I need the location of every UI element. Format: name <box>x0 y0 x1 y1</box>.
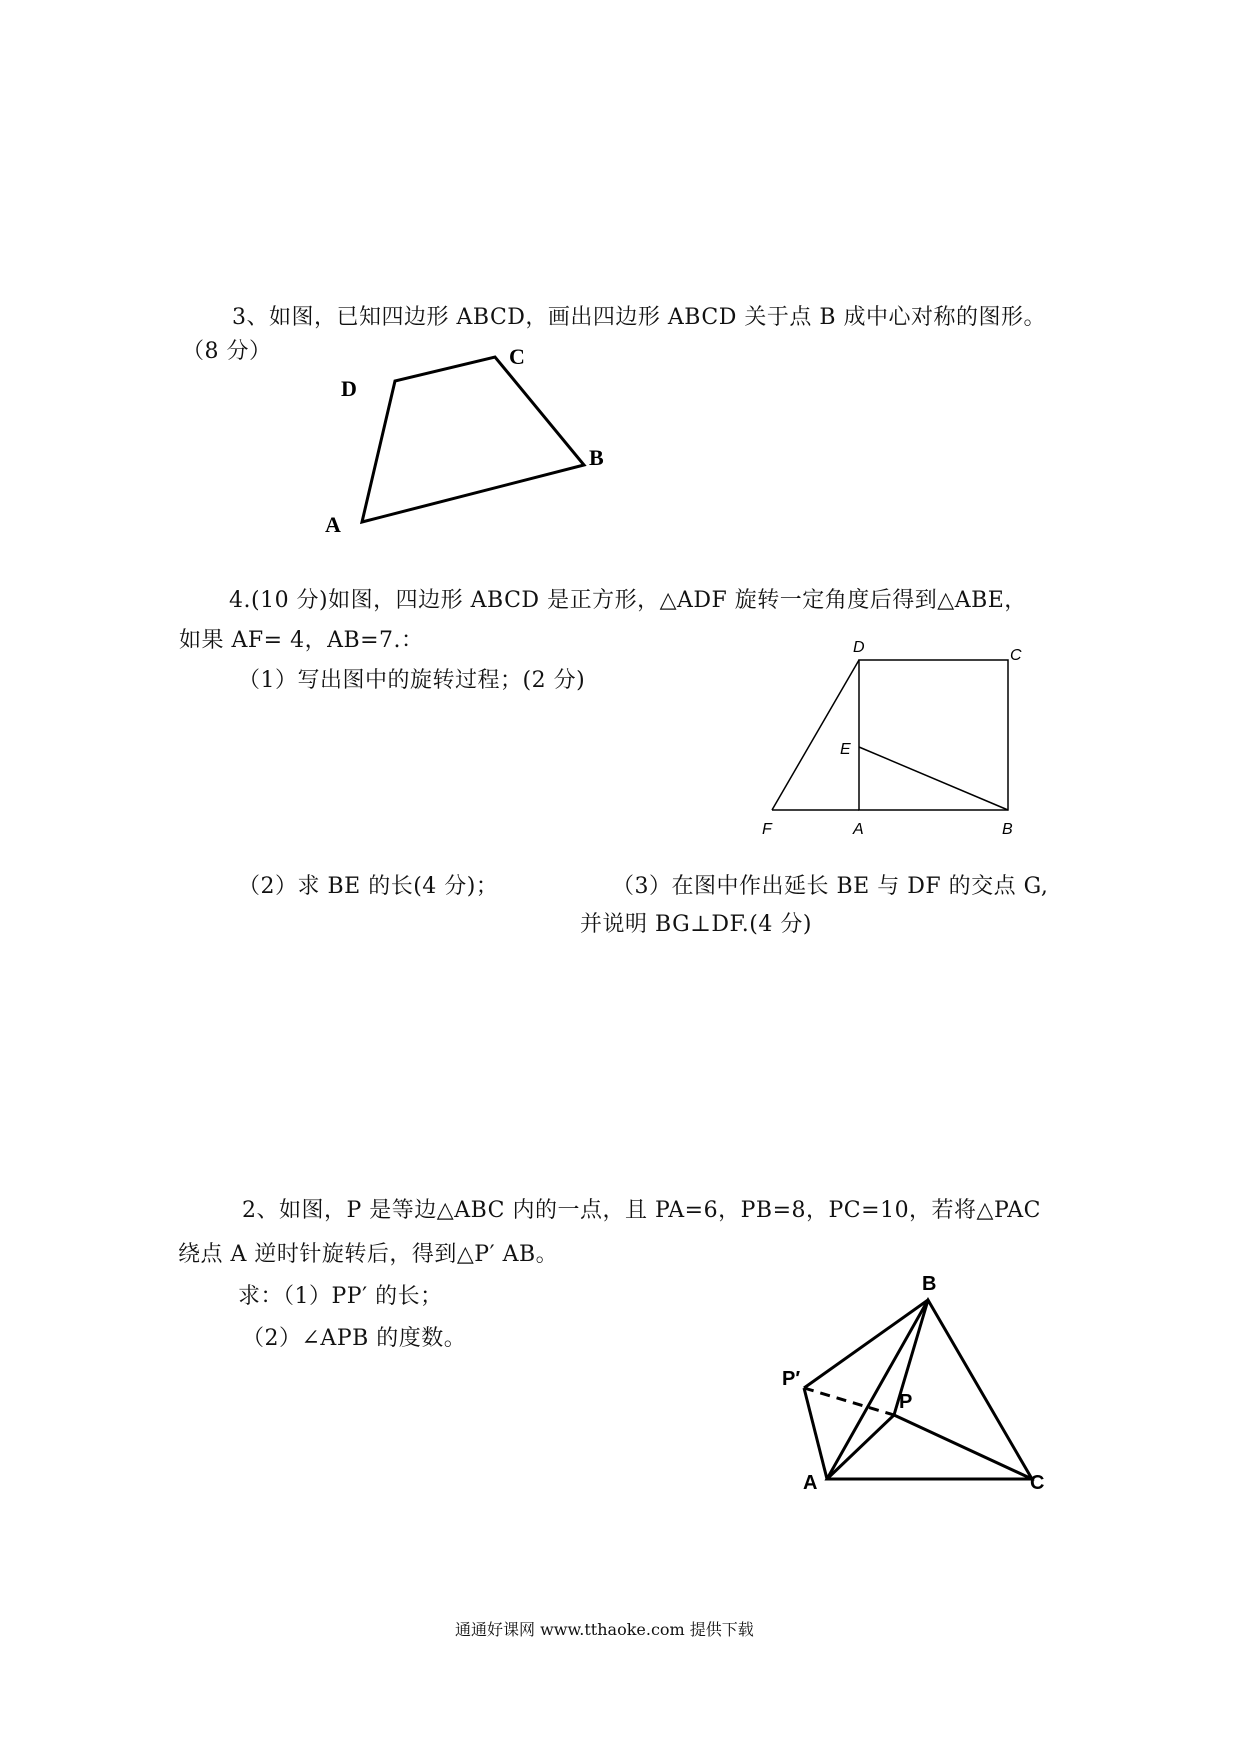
q4-line2: 如果 AF= 4，AB=7.： <box>179 628 424 653</box>
q3-label-b: B <box>589 445 604 470</box>
segment-p-prime-a <box>804 1388 827 1479</box>
q3-quadrilateral-figure <box>300 330 630 540</box>
q4-label-d: D <box>853 639 865 656</box>
square-abcd <box>859 660 1008 810</box>
q4-label-c: C <box>1010 647 1022 664</box>
q3-label-a: A <box>325 512 341 537</box>
q2-label-p-prime: P′ <box>782 1368 801 1390</box>
q2-label-b: B <box>922 1273 937 1295</box>
q3-line1: 3、如图，已知四边形 ABCD，画出四边形 ABCD 关于点 B 成中心对称的图形。 <box>232 305 1047 330</box>
q4-part2: （2）求 BE 的长(4 分)； <box>238 874 499 899</box>
segment-pa <box>827 1415 894 1479</box>
q4-part1: （1）写出图中的旋转过程；(2 分) <box>238 668 586 693</box>
footer-source: 通通好课网 www.tthaoke.com 提供下载 <box>455 1620 754 1639</box>
q2-ask2: （2）∠APB 的度数。 <box>242 1326 467 1351</box>
q2-line2: 绕点 A 逆时针旋转后，得到△P′ AB。 <box>178 1242 559 1267</box>
q3-label-c: C <box>509 344 525 369</box>
q2-ask1: 求：（1）PP′ 的长； <box>238 1284 443 1309</box>
q4-label-f: F <box>762 821 772 838</box>
triangle-abc <box>827 1300 1032 1479</box>
q4-part3-b: 并说明 BG⊥DF.(4 分) <box>580 912 812 937</box>
segment-eb <box>859 747 1008 810</box>
q4-part3-a: （3）在图中作出延长 BE 与 DF 的交点 G, <box>612 874 1049 899</box>
segment-pc <box>894 1415 1032 1479</box>
q2-label-a: A <box>803 1472 818 1494</box>
segment-df <box>772 660 859 810</box>
q2-triangle-figure <box>775 1265 1065 1500</box>
q4-square-figure <box>760 635 1030 845</box>
q4-label-b: B <box>1002 821 1013 838</box>
q2-label-p: P <box>899 1391 913 1413</box>
q4-label-a: A <box>853 821 864 838</box>
quadrilateral-abcd <box>362 357 584 522</box>
segment-p-prime-b <box>804 1300 928 1388</box>
q3-line2: （8 分） <box>182 339 272 364</box>
q2-line1: 2、如图，P 是等边△ABC 内的一点，且 PA=6，PB=8，PC=10，若将△PAC <box>242 1198 1041 1223</box>
q2-label-c: C <box>1030 1472 1045 1494</box>
q3-label-d: D <box>341 376 357 401</box>
segment-p-prime-p-dashed <box>804 1388 894 1415</box>
q4-line1: 4.(10 分)如图，四边形 ABCD 是正方形，△ADF 旋转一定角度后得到△ABE， <box>229 588 1027 613</box>
q4-label-e: E <box>840 741 851 758</box>
